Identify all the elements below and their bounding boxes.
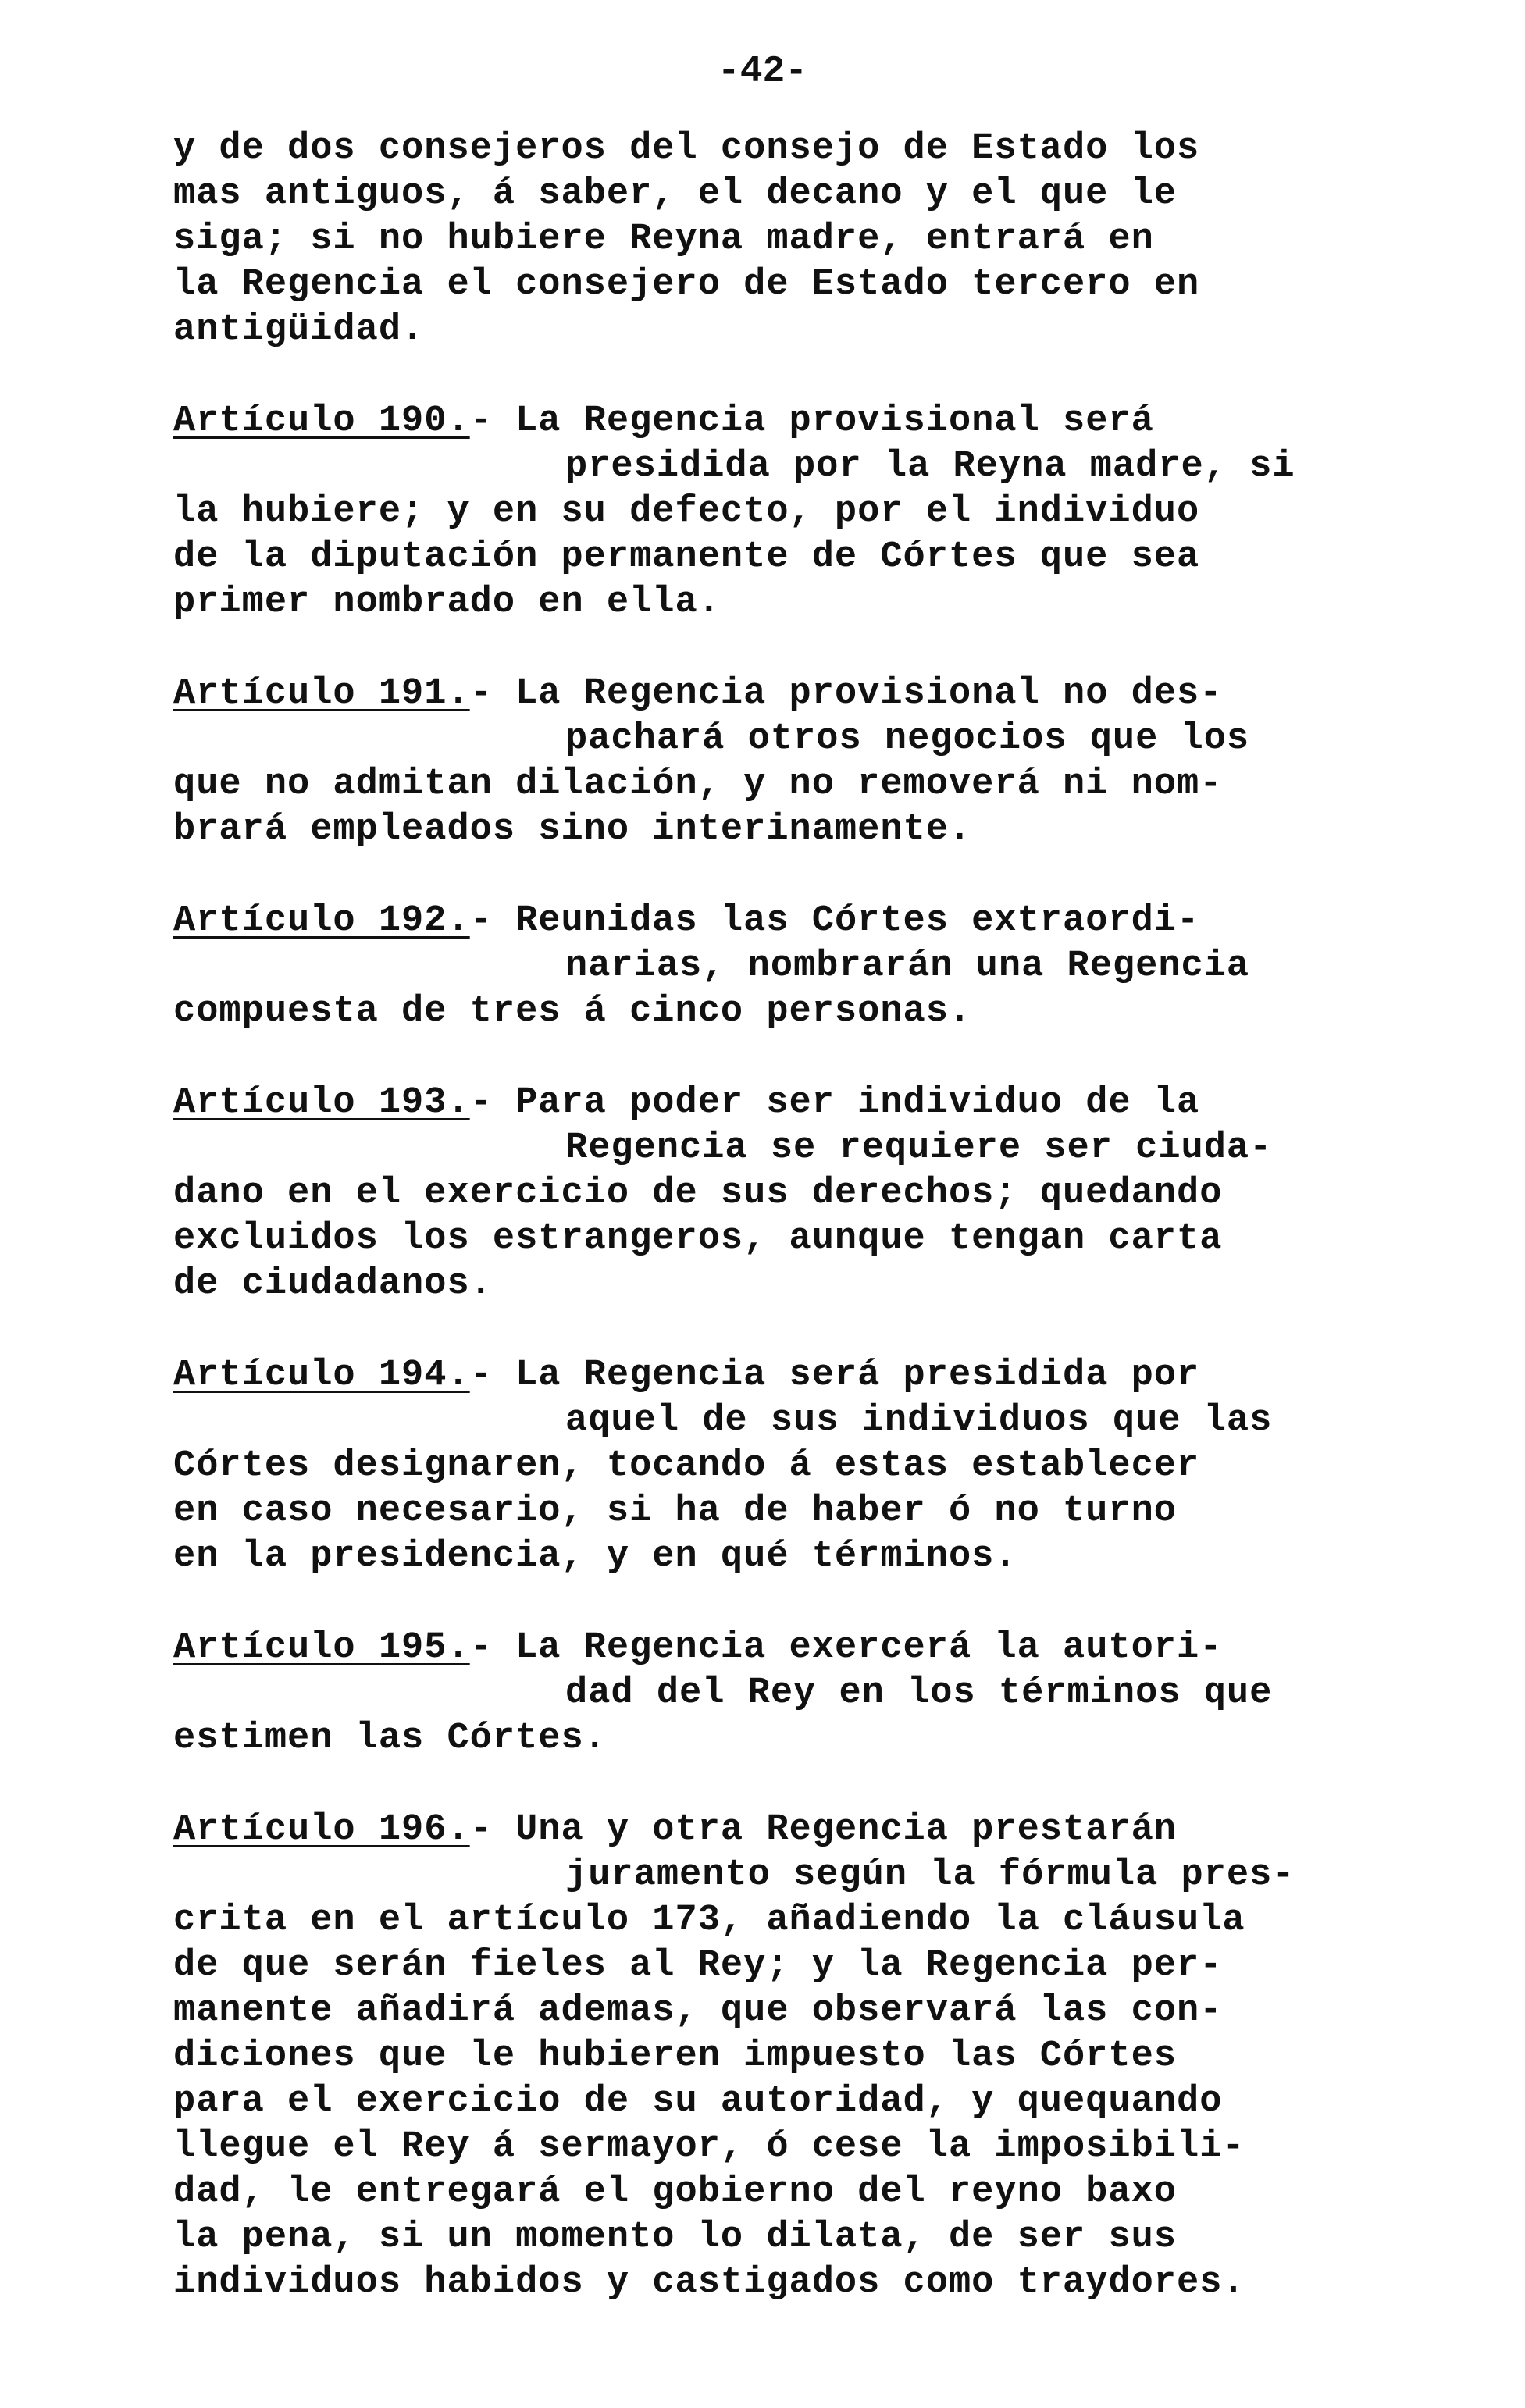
text-line: que no admitan dilación, y no removerá ni nom- [173,764,1223,805]
text-line: mas antiguos, á saber, el decano y el que le [173,173,1178,215]
text-line: dano en el exercicio de sus derechos; quedando [173,1173,1223,1214]
text-line: diciones que le hubieren impuesto las Córtes [173,2036,1178,2077]
text-line: pachará otros negocios que los [565,718,1250,760]
article-heading-line [173,671,1391,717]
text-line: Regencia se requiere ser ciuda- [565,1127,1273,1169]
text-line: juramento según la fórmula pres- [565,1854,1295,1896]
text-line: crita en el artículo 173, añadiendo la cláusula [173,1900,1245,1941]
text-line: excluidos los estrangeros, aunque tengan carta [173,1218,1223,1259]
text-line: de que serán fieles al Rey; y la Regencia per- [173,1945,1223,1986]
article-label: Artículo 196. [173,1809,470,1851]
text-line: la hubiere; y en su defecto, por el individuo [173,491,1200,533]
article-heading-line [173,1626,1391,1671]
article-label: Artículo 190. [173,401,470,442]
text-line: llegue el Rey á sermayor, ó cese la imposibili- [173,2126,1245,2168]
text-line: estimen las Córtes. [173,1718,607,1759]
article-first-line: - La Regencia exercerá la autori- [469,1627,1223,1669]
article-192 [173,899,1391,1035]
article-first-line: - Reunidas las Córtes extraordi- [469,900,1200,942]
article-191 [173,671,1391,853]
text-line: en caso necesario, si ha de haber ó no turno [173,1491,1178,1532]
text-line: en la presidencia, y en qué términos. [173,1536,1017,1577]
text-line: primer nombrado en ella. [173,582,721,623]
text-line: de ciudadanos. [173,1263,493,1305]
text-line: siga; si no hubiere Reyna madre, entrará en [173,219,1154,260]
text-line: aquel de sus individuos que las [565,1400,1273,1441]
text-line: Córtes designaren, tocando á estas establecer [173,1445,1200,1487]
article-heading-line [173,1808,1391,1853]
article-first-line: - Una y otra Regencia prestarán [469,1809,1178,1851]
article-heading-line [173,399,1391,444]
text-line: antigüidad. [173,309,425,351]
text-line: dad del Rey en los términos que [565,1672,1273,1714]
body-text [173,126,1391,2306]
article-heading-line [173,899,1391,944]
article-first-line: - Para poder ser individuo de la [469,1082,1200,1124]
article-heading-line [173,1081,1391,1126]
article-heading-line [173,1353,1391,1398]
text-line: la Regencia el consejero de Estado tercero en [173,264,1200,305]
text-line: para el exercicio de su autoridad, y quequando [173,2081,1223,2122]
text-line: de la diputación permanente de Córtes que sea [173,536,1200,578]
article-190 [173,399,1391,625]
text-line: la pena, si un momento lo dilata, de ser sus [173,2217,1178,2258]
article-label: Artículo 192. [173,900,470,942]
text-line: narias, nombrarán una Regencia [565,946,1250,987]
article-195 [173,1626,1391,1761]
article-label: Artículo 194. [173,1355,470,1396]
text-line: dad, le entregará el gobierno del reyno baxo [173,2171,1178,2213]
article-first-line: - La Regencia provisional no des- [469,673,1223,714]
text-line: compuesta de tres á cinco personas. [173,991,972,1032]
text-line: manente añadirá ademas, que observará las con- [173,1990,1223,2032]
article-label: Artículo 195. [173,1627,470,1669]
text-line: brará empleados sino interinamente. [173,809,972,850]
text-line: presidida por la Reyna madre, si [565,446,1295,487]
text-line: y de dos consejeros del consejo de Estado los [173,128,1200,169]
intro-paragraph [173,126,1391,353]
article-first-line: - La Regencia será presidida por [469,1355,1200,1396]
article-196 [173,1808,1391,2306]
article-label: Artículo 191. [173,673,470,714]
text-line: individuos habidos y castigados como traydores. [173,2262,1245,2303]
article-label: Artículo 193. [173,1082,470,1124]
page-number: -42- [717,51,808,93]
article-194 [173,1353,1391,1580]
article-first-line: - La Regencia provisional será [469,401,1154,442]
article-193 [173,1081,1391,1307]
